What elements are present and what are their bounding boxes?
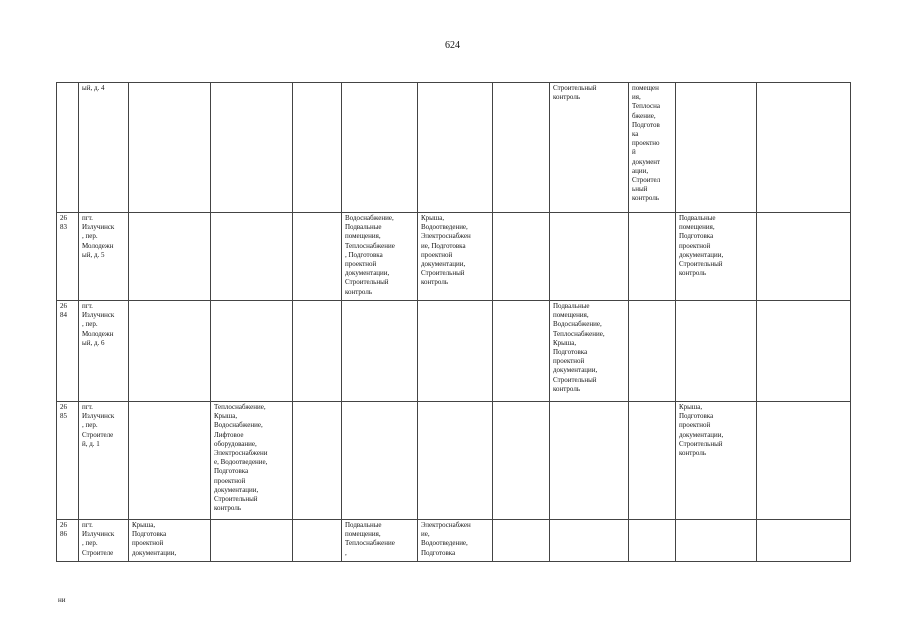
work-type-cell	[629, 520, 676, 562]
row-number-cell	[57, 83, 79, 213]
address-cell: пгт. Излучинск , пер. Строителе	[79, 520, 129, 562]
footer-mark: ни	[58, 596, 66, 604]
work-type-cell	[293, 402, 342, 520]
work-type-cell	[629, 402, 676, 520]
work-type-cell	[342, 402, 418, 520]
work-type-cell	[676, 520, 757, 562]
work-type-cell	[293, 213, 342, 301]
work-type-cell	[211, 301, 293, 402]
work-type-cell	[129, 213, 211, 301]
work-type-cell: Крыша, Водоотведение, Электроснабжен ие, Подготовка проектной документации, Строительный контроль	[418, 213, 493, 301]
work-type-cell	[129, 402, 211, 520]
row-number-cell: 26 84	[57, 301, 79, 402]
table-row	[57, 213, 851, 301]
work-type-cell: Крыша, Подготовка проектной документации,	[129, 520, 211, 562]
work-type-cell: Теплоснабжение, Крыша, Водоснабжение, Лифтовое оборудование, Электроснабжени е, Водоотведение, Подготовка проектной документации, Строительный контроль	[211, 402, 293, 520]
work-type-cell	[493, 213, 550, 301]
work-type-cell	[493, 83, 550, 213]
page-number: 624	[445, 40, 460, 51]
work-type-cell	[629, 213, 676, 301]
row-number-cell: 26 85	[57, 402, 79, 520]
work-type-cell	[629, 301, 676, 402]
work-type-cell	[129, 301, 211, 402]
table-row	[57, 301, 851, 402]
work-type-cell	[676, 83, 757, 213]
schedule-table	[56, 82, 851, 562]
work-type-cell: Подвальные помещения, Подготовка проектной документации, Строительный контроль	[676, 213, 757, 301]
work-type-cell	[493, 402, 550, 520]
work-type-cell: помещен ия, Теплосна бжение, Подготов ка проектно й документ ации, Строител ьный контроль	[629, 83, 676, 213]
work-type-cell	[757, 402, 851, 520]
work-type-cell	[550, 402, 629, 520]
work-type-cell	[211, 83, 293, 213]
work-type-cell	[757, 301, 851, 402]
address-cell: ый, д. 4	[79, 83, 129, 213]
work-type-cell	[293, 520, 342, 562]
row-number-cell: 26 83	[57, 213, 79, 301]
work-type-cell	[211, 213, 293, 301]
table-row	[57, 83, 851, 213]
work-type-cell: Электроснабжен ие, Водоотведение, Подготовка	[418, 520, 493, 562]
work-type-cell: Подвальные помещения, Водоснабжение, Теплоснабжение, Крыша, Подготовка проектной документации, Строительный контроль	[550, 301, 629, 402]
work-type-cell: Строительный контроль	[550, 83, 629, 213]
work-type-cell	[550, 520, 629, 562]
work-type-cell	[418, 83, 493, 213]
work-type-cell	[342, 83, 418, 213]
work-type-cell	[293, 301, 342, 402]
table-body	[57, 83, 851, 562]
work-type-cell: Водоснабжение, Подвальные помещения, Теплоснабжение , Подготовка проектной документации, Строительный контроль	[342, 213, 418, 301]
address-cell: пгт. Излучинск , пер. Строителе й, д. 1	[79, 402, 129, 520]
work-type-cell: Подвальные помещения, Теплоснабжение ,	[342, 520, 418, 562]
row-number-cell: 26 86	[57, 520, 79, 562]
address-cell: пгт. Излучинск , пер. Молодежн ый, д. 6	[79, 301, 129, 402]
table-row	[57, 402, 851, 520]
work-type-cell	[676, 301, 757, 402]
work-type-cell	[493, 301, 550, 402]
work-type-cell	[493, 520, 550, 562]
work-type-cell	[550, 213, 629, 301]
work-type-cell	[757, 520, 851, 562]
work-type-cell	[342, 301, 418, 402]
work-type-cell	[418, 301, 493, 402]
work-type-cell	[129, 83, 211, 213]
work-type-cell: Крыша, Подготовка проектной документации, Строительный контроль	[676, 402, 757, 520]
work-type-cell	[211, 520, 293, 562]
table-row	[57, 520, 851, 562]
work-type-cell	[757, 83, 851, 213]
work-type-cell	[418, 402, 493, 520]
work-type-cell	[293, 83, 342, 213]
address-cell: пгт. Излучинск , пер. Молодежн ый, д. 5	[79, 213, 129, 301]
work-type-cell	[757, 213, 851, 301]
